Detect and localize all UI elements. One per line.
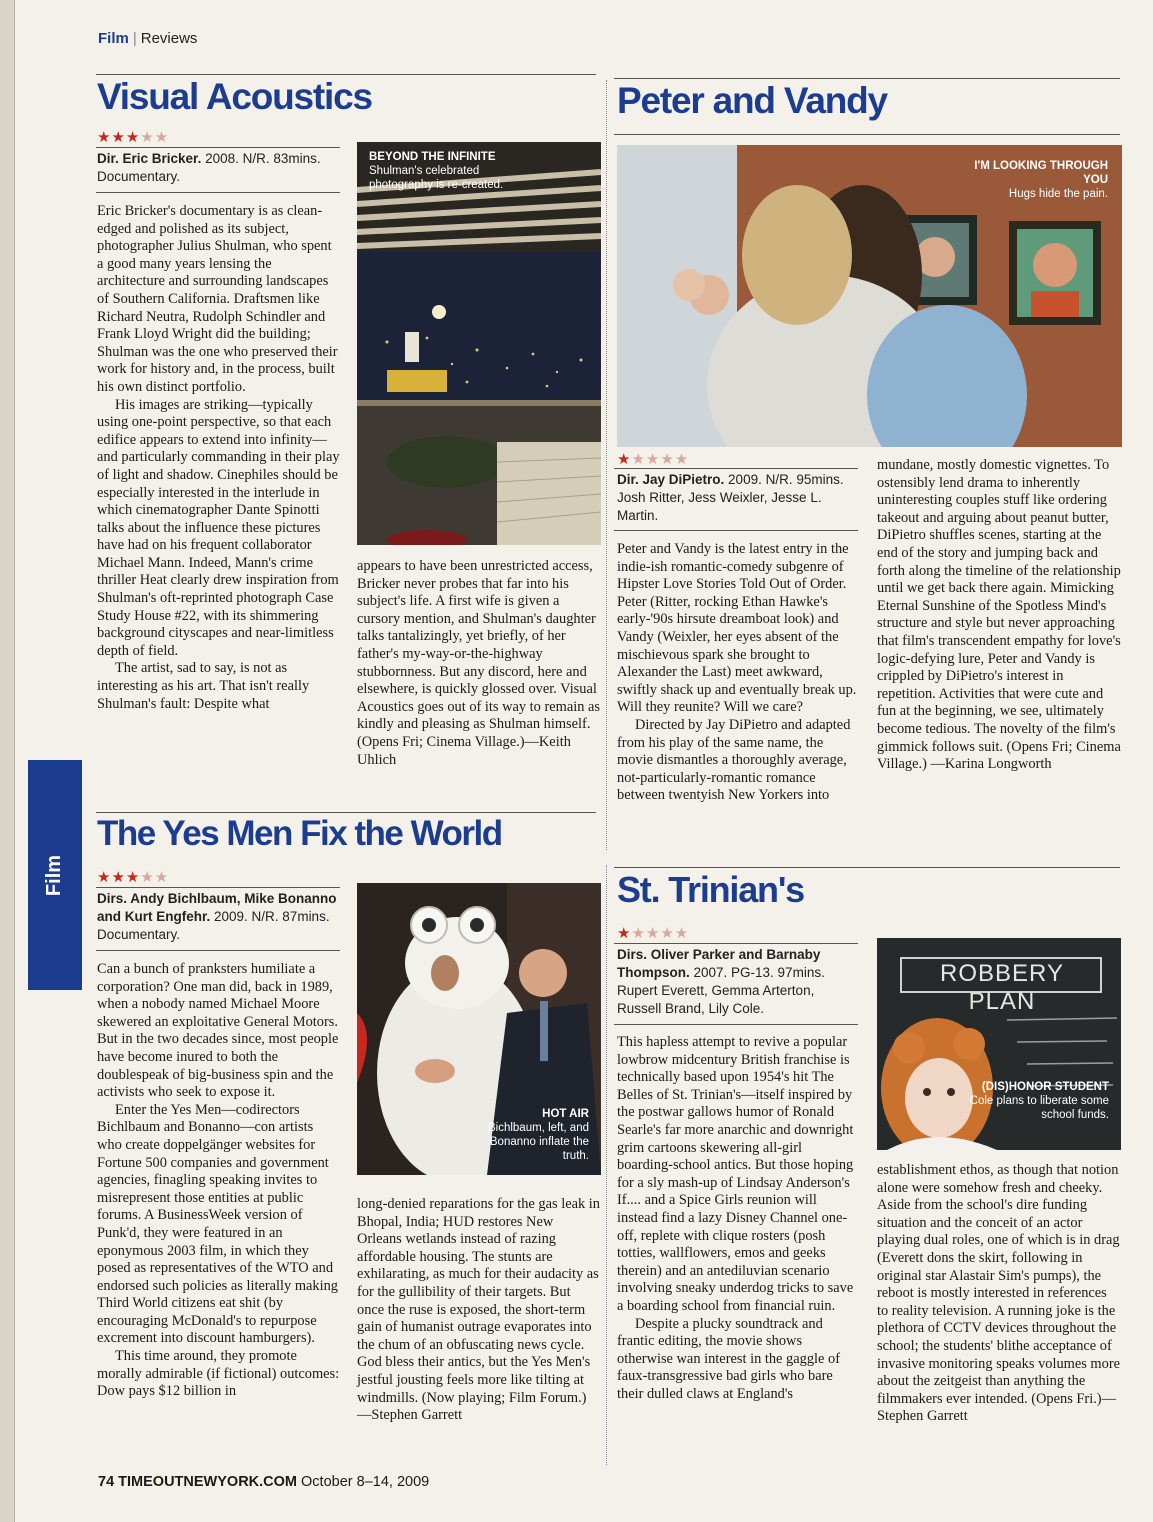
star-rating: ★★★★★	[617, 450, 690, 468]
site-url: TIMEOUTNEWYORK.COM	[118, 1474, 297, 1490]
photo-caption: I'M LOOKING THROUGH YOU Hugs hide the pain.	[974, 160, 1108, 200]
review-body-col2: mundane, mostly domestic vignettes. To ostensibly lend drama to inherently uninteresting couples stuff like ordering takeout and arguing about peanut butter, DiPietro shuffles scenes, starting at the end of the story and jumping back and forth along the timeline of the relationship until we get back there again. Mimicking Eternal Sunshine of the Spotless Mind's structure and style but never approaching that film's transcendent empathy for love's logic-defying lure, Peter and Vandy is crippled by DiPietro's interest in repetition. Activities that were cute and fun at the beginning, we see, ultimately become tedious. The novelty of the film's gimmick follows suit. (Opens Fri; Cinema Village.) —Karina Longworth	[877, 457, 1121, 773]
column-divider-bottom	[606, 865, 607, 1465]
review-body-col2: appears to have been unrestricted access, Bricker never probes that far into his subject's life. A first wife is given a cursory mention, and Shulman's daughter talks tantalizingly, yet briefly, of her father's my-way-or-the-highway stubbornness. But any discord, here and elsewhere, is quickly glossed over. Visual Acoustics goes out of its way to remain as kindly and pleasing as Shulman himself. (Opens Fri; Cinema Village.)—Keith Uhlich	[357, 558, 600, 768]
review-body-col2: long-denied reparations for the gas leak in Bhopal, India; HUD restores New Orleans wetlands instead of razing affordable housing. The stunts are exhilarating, as much for their audacity as for the gullibility of their targets. But once the ruse is exposed, the short-term gain of humanist outrage evaporates into the chum of an obfuscating news cycle. God bless their antics, but the Yes Men's jestful jousting feels more like tilting at windmills. (Now playing; Film Forum.) —Stephen Garrett	[357, 1196, 600, 1424]
credits: Dir. Jay DiPietro. 2009. N/R. 95mins. Josh Ritter, Jess Weixler, Jesse L. Martin.	[617, 472, 844, 523]
photo-chalkboard	[877, 938, 1121, 1150]
rule	[96, 950, 340, 951]
review-title: Peter and Vandy	[617, 80, 887, 121]
rule	[614, 867, 1120, 868]
column-divider-top	[606, 80, 607, 850]
rule	[614, 468, 858, 469]
rule	[96, 192, 340, 193]
photo-caption: BEYOND THE INFINITE Shulman's celebrated photography is re-created.	[369, 151, 504, 191]
review-body-col1: Peter and Vandy is the latest entry in the indie-ish romantic-comedy subgenre of Hipster Love Stories Told Out of Order. Peter (Ritter, rocking Ethan Hawke's early-'90s hirsute dreamboat look) and Vandy (Weixler, her eyes absent of the mischievous spark she brought to Alexander the Last) meet awkward, swiftly shack up and eventually break up. Will they reunite? Will we care? Directed by Jay DiPietro and adapted from his play of the same name, the movie dismantles a thoroughly average, not-particularly-romantic romance between twentyish New Yorkers into	[617, 541, 857, 804]
photo-hug	[617, 145, 1122, 447]
rule	[96, 74, 596, 75]
review-body-col1: This hapless attempt to revive a popular lowbrow midcentury British franchise is technically based upon 1954's hit The Belles of St. Trinian's—itself inspired by the postwar gallows humor of Ronald Searle's far more anarchic and downright grim cartoons skewering all-girl boarding-school antics. But those hoping for a sly mash-up of Lindsay Anderson's If.... and a Spice Girls reunion will instead find a lazy Disney Channel one-off, replete with clique rosters (posh totties, wallflowers, emos and geeks therein) and an antediluvian scenario involving sneaky underdog tricks to save a boarding school from financial ruin. Despite a plucky soundtrack and frantic editing, the movie shows otherwise wan interest in the gaggle of faux-transgressive bad girls who bare their dulled claws at England's	[617, 1034, 854, 1402]
review-body-col1: Eric Bricker's documentary is as clean-edged and polished as its subject, photographer Julius Shulman, who spent a good many years lensing the architecture and surrounding landscapes of Southern California. Draftsmen like Richard Neutra, Rudolph Schindler and Frank Lloyd Wright did the building; Shulman was the one who preserved their work for history and, in the process, built his own distinct portfolio. His images are striking—typically using one-point perspective, so that each edifice appears to extend into infinity—and particularly commanding in their play of light and shadow. Cinephiles should be especially interested in the interlude in which cinematographer Dante Spinotti talks about the influence these pictures have had on his frequent collaborator Michael Mann. Indeed, Mann's crime thriller Heat clearly drew inspiration from Shulman's oft-reprinted photograph Case Study House #22, with its shimmering background cityscapes and near-limitless depth of field. The artist, sad to say, is not as interesting as his art. That isn't really Shulman's fault: Despite what	[97, 203, 340, 712]
rule	[614, 1024, 858, 1025]
star-rating: ★★★★★	[617, 924, 690, 942]
page-footer	[98, 1474, 429, 1490]
rule	[96, 812, 596, 813]
star-rating: ★★★★★	[97, 868, 170, 886]
rule	[96, 147, 340, 148]
rule	[614, 530, 858, 531]
rule	[614, 134, 1120, 135]
page-spine	[0, 0, 15, 1522]
review-body-col2: establishment ethos, as though that notion alone were somehow fresh and cheeky. Aside from the school's dire funding situation and the conceit of an actor playing dual roles, one of which is in drag (Everett dons the skirt, following in original star Alastair Sim's pumps), the reboot is mostly interested in references to reality television. A running joke is the plethora of CCTV devices throughout the school; the students' blithe acceptance of invasive monitoring speaks volumes more about the zeitgeist than anything the filmmakers ever intended. (Opens Fri.)—Stephen Garrett	[877, 1162, 1121, 1425]
credits: Dir. Eric Bricker. 2008. N/R. 83mins. Documentary.	[97, 151, 321, 184]
rule	[614, 78, 1120, 79]
chalkboard-text: ROBBERY PLAN	[940, 960, 1064, 1015]
rule	[96, 887, 340, 888]
rule	[614, 943, 858, 944]
review-title: Visual Acoustics	[97, 76, 372, 117]
page-number: 74	[98, 1474, 115, 1490]
subsection-name: Reviews	[140, 30, 198, 47]
film-side-tab: Film	[28, 760, 82, 990]
section-name: Film	[98, 30, 129, 47]
review-title: The Yes Men Fix the World	[97, 814, 502, 853]
credits: Dirs. Andy Bichlbaum, Mike Bonanno and Kurt Engfehr. 2009. N/R. 87mins. Documentary.	[97, 891, 337, 942]
section-header: Film | Reviews	[98, 30, 198, 47]
photo-house	[357, 142, 601, 545]
star-rating: ★★★★★	[97, 128, 170, 146]
credits: Dirs. Oliver Parker and Barnaby Thompson. 2007. PG-13. 97mins. Rupert Everett, Gemma Arterton, Russell Brand, Lily Cole.	[617, 947, 825, 1016]
photo-caption: HOT AIR Bichlbaum, left, and Bonanno inflate the truth.	[487, 1108, 589, 1162]
review-body-col1: Can a bunch of pranksters humiliate a corporation? One man did, back in 1989, when a nobody named Michael Moore skewered an exploitative General Motors. But in the two decades since, most people have become inured to both the doublespeak of big-business spin and the activists who seek to expose it. Enter the Yes Men—codirectors Bichlbaum and Bonanno—con artists who create doppelgänger websites for Fortune 500 companies and government agencies, finagling speaking invites to misrepresent those entities at public forums. A BusinessWeek version of Punk'd, they were featured in an eponymous 2003 film, in which they posed as representatives of the WTO and endorsed such policies as literally making Third World citizens eat shit (by encouraging McDonald's to repurpose excrement into discount hamburgers). This time around, they promote morally admirable (if fictional) outcomes: Dow pays $12 billion in	[97, 961, 340, 1400]
photo-costume	[357, 883, 601, 1175]
issue-date: October 8–14, 2009	[301, 1474, 430, 1490]
photo-caption: (DIS)HONOR STUDENT Cole plans to liberate some school funds.	[969, 1081, 1109, 1121]
review-title: St. Trinian's	[617, 869, 805, 910]
